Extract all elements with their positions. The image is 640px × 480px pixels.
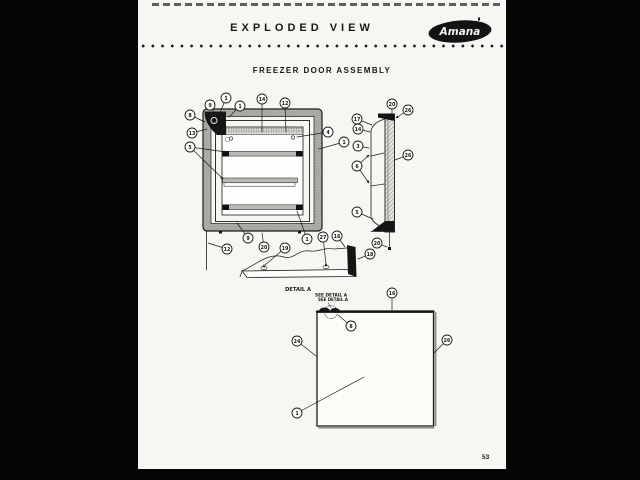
inner-panel-detail xyxy=(317,297,436,428)
breaker-strip-detail xyxy=(240,245,357,278)
callout-trim-2 xyxy=(332,231,345,247)
callout-front-11 xyxy=(259,233,269,252)
svg-text:17: 17 xyxy=(353,117,361,123)
svg-text:26: 26 xyxy=(443,338,451,344)
svg-text:1: 1 xyxy=(305,237,309,243)
see-detail-a-label: SEE DETAIL A xyxy=(315,293,348,299)
panel-corner-hinge-detail xyxy=(319,308,340,312)
exploded-view-diagram xyxy=(138,0,506,469)
callout-trim-1 xyxy=(318,232,328,264)
svg-text:3: 3 xyxy=(356,144,360,150)
svg-text:20: 20 xyxy=(260,245,268,251)
svg-text:27: 27 xyxy=(319,235,327,241)
svg-text:13: 13 xyxy=(188,131,196,137)
inner-liner-outline xyxy=(371,119,386,228)
svg-text:16: 16 xyxy=(333,234,341,240)
svg-text:16: 16 xyxy=(388,291,396,297)
svg-text:8: 8 xyxy=(349,324,353,330)
callout-front-13 xyxy=(208,243,232,254)
trim-wavy-edge xyxy=(242,248,347,271)
svg-text:5: 5 xyxy=(188,145,192,151)
callout-side-1 xyxy=(353,124,370,134)
scanned-page xyxy=(138,0,506,469)
callout-panel-3 xyxy=(434,335,452,353)
svg-text:26: 26 xyxy=(404,108,412,114)
svg-text:20: 20 xyxy=(373,241,381,247)
svg-text:18: 18 xyxy=(366,252,374,258)
svg-text:1: 1 xyxy=(224,96,228,102)
svg-text:5: 5 xyxy=(355,210,359,216)
callout-side-8 xyxy=(372,238,387,248)
callout-panel-2 xyxy=(292,336,316,356)
retainer-bar xyxy=(223,178,298,183)
callout-front-8 xyxy=(319,137,349,149)
callout-side-7 xyxy=(395,150,413,160)
screw-hole xyxy=(291,136,294,139)
amana-logo-text: Amana xyxy=(439,26,481,38)
callout-side-2 xyxy=(353,141,369,151)
page-number: 53 xyxy=(482,454,490,461)
callout-side-5 xyxy=(387,99,397,115)
trim-callouts xyxy=(265,231,375,265)
trim-deck xyxy=(242,270,355,278)
panel-see-detail-a-label: SEE DETAIL A xyxy=(318,297,348,302)
shelf-front xyxy=(224,183,295,186)
door-opening xyxy=(222,127,303,215)
callout-front-2 xyxy=(185,110,205,122)
svg-text:9: 9 xyxy=(246,236,250,242)
door-panel-edge xyxy=(385,114,395,232)
callout-side-3 xyxy=(352,155,369,183)
svg-text:1: 1 xyxy=(342,140,346,146)
svg-text:20: 20 xyxy=(388,102,396,108)
svg-text:9: 9 xyxy=(208,103,212,109)
trim-end-cap xyxy=(347,245,357,277)
svg-text:12: 12 xyxy=(281,101,289,107)
svg-text:12: 12 xyxy=(223,247,231,253)
page-title: EXPLODED VIEW xyxy=(230,22,374,34)
svg-text:6: 6 xyxy=(355,164,359,170)
callout-side-0 xyxy=(352,114,372,125)
svg-text:4: 4 xyxy=(326,130,330,136)
callout-panel-0 xyxy=(387,288,397,310)
retainer-bar xyxy=(223,205,303,210)
figure-title: FREEZER DOOR ASSEMBLY xyxy=(252,66,392,75)
svg-text:24: 24 xyxy=(293,339,301,345)
svg-text:8: 8 xyxy=(188,113,192,119)
callout-side-4 xyxy=(352,207,373,219)
svg-text:14: 14 xyxy=(258,97,266,103)
svg-text:1: 1 xyxy=(238,104,242,110)
side-view-door-section xyxy=(371,114,395,251)
svg-text:1: 1 xyxy=(295,411,299,417)
callout-trim-3 xyxy=(358,249,375,259)
detail-a-label: DETAIL A xyxy=(284,287,312,293)
callout-side-6 xyxy=(396,105,413,118)
retainer-bar xyxy=(223,151,303,156)
screw-hole xyxy=(229,137,232,140)
svg-text:14: 14 xyxy=(354,127,362,133)
svg-text:26: 26 xyxy=(404,153,412,159)
inner-panel xyxy=(317,311,434,426)
svg-text:19: 19 xyxy=(281,246,289,252)
